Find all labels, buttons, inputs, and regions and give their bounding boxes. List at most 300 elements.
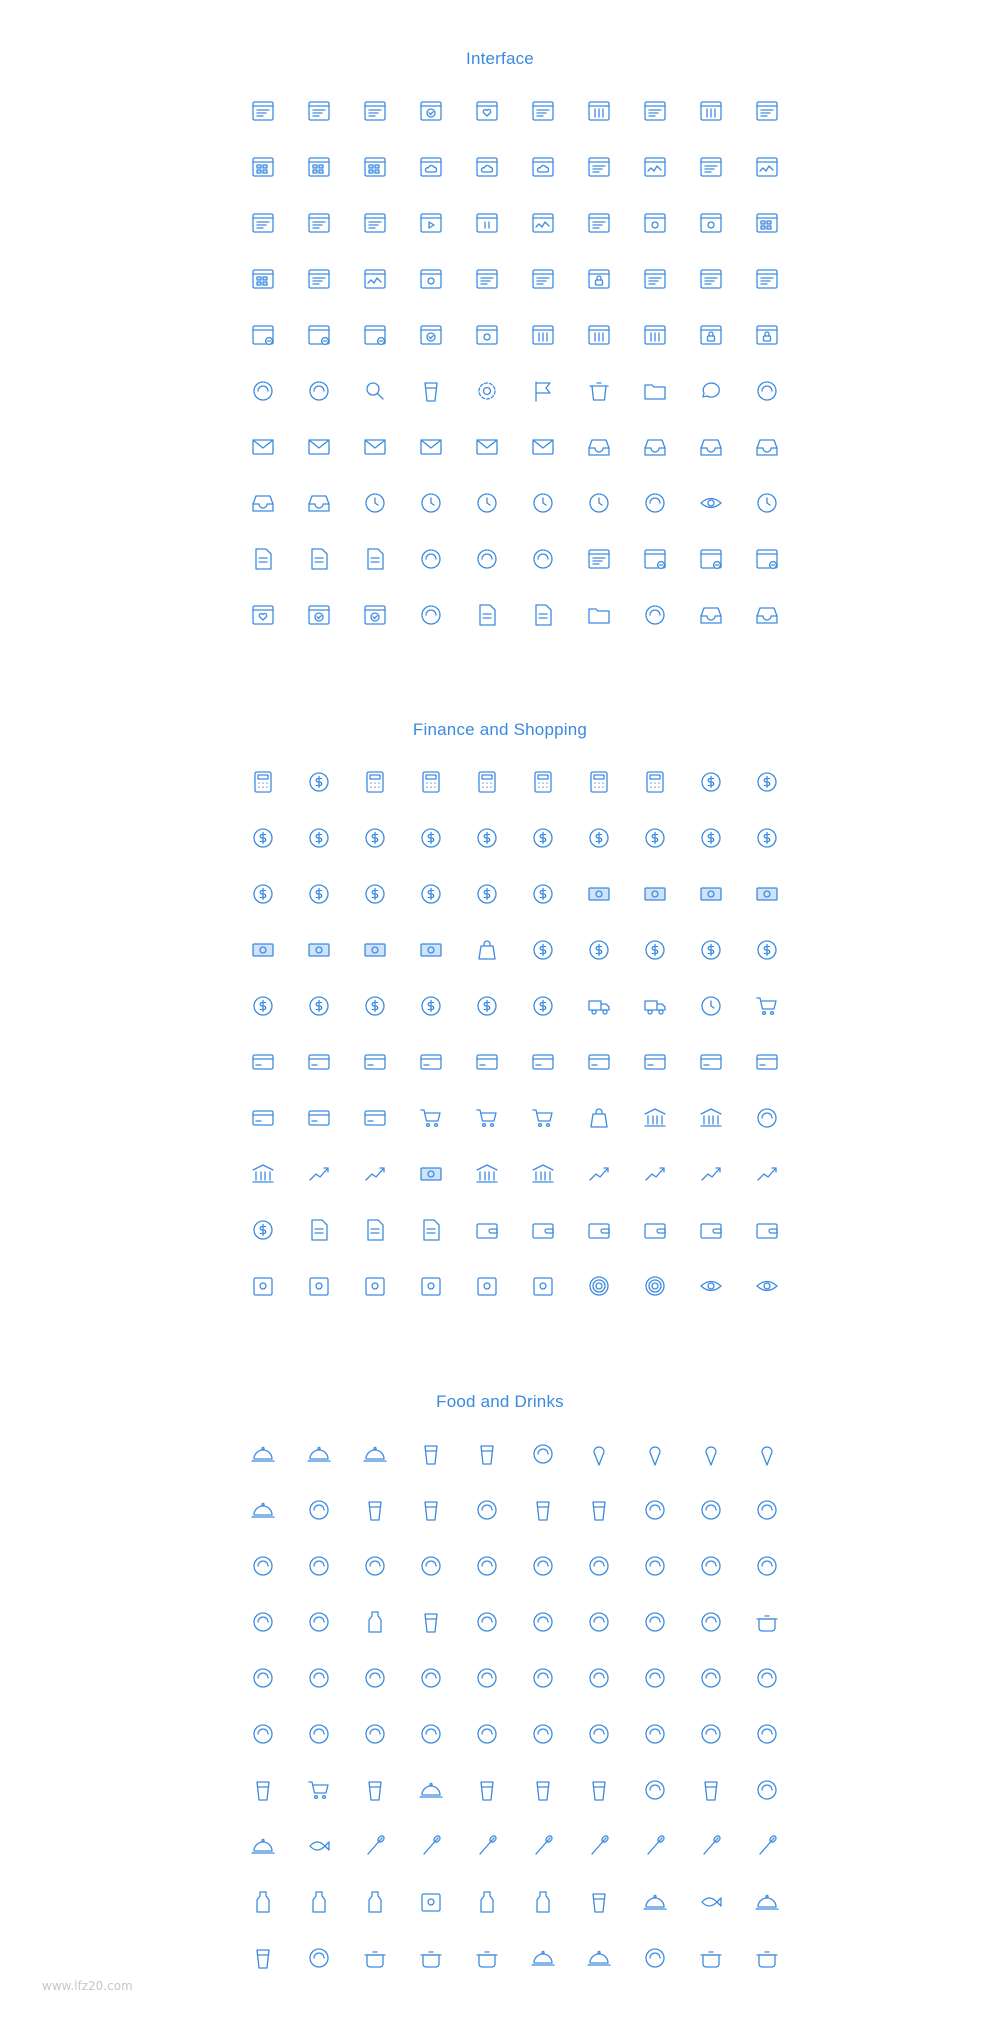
bottles-icon-graphic	[250, 1889, 276, 1915]
card-off-icon-graphic	[362, 1049, 388, 1075]
building-icon-graphic	[642, 1105, 668, 1131]
chocolate-bar-icon-graphic	[474, 1497, 500, 1523]
window-wave-icon	[347, 251, 403, 307]
window-rows-icon	[739, 83, 795, 139]
sausage-icon-graphic	[586, 1609, 612, 1635]
electric-kettle-icon-graphic	[754, 1945, 780, 1971]
inbox-stack-icon	[683, 419, 739, 475]
plate-icon-graphic	[586, 1945, 612, 1971]
cloche-steam-icon	[291, 1426, 347, 1482]
envelope-letter-icon	[403, 419, 459, 475]
bar-chart-low-icon-graphic	[586, 1161, 612, 1187]
window-cloud-download-icon	[515, 139, 571, 195]
truck-icon	[627, 978, 683, 1034]
inbox-tray-icon-graphic	[642, 434, 668, 460]
window-mixer-icon-graphic	[642, 322, 668, 348]
dots-grid-icon	[235, 363, 291, 419]
banknote-dots-icon-graphic	[250, 937, 276, 963]
beer-jug-icon-graphic	[306, 1945, 332, 1971]
cooking-pot-icon-graphic	[418, 1945, 444, 1971]
exchange-cycle-icon	[627, 922, 683, 978]
receipt-icon	[291, 1202, 347, 1258]
bank-icon-graphic	[250, 1161, 276, 1187]
goblet-icon	[459, 1762, 515, 1818]
wine-glass-icon	[347, 1482, 403, 1538]
banknote-stack-icon	[739, 866, 795, 922]
peach-icon-graphic	[418, 1665, 444, 1691]
copy-icon-graphic	[418, 602, 444, 628]
pot-icon	[739, 1594, 795, 1650]
exchange-cycle-icon-graphic	[642, 937, 668, 963]
tablet-icon-graphic	[418, 546, 444, 572]
envelope-vertical-icon	[515, 419, 571, 475]
truck-icon-graphic	[642, 993, 668, 1019]
bowl-icon-graphic	[418, 1777, 444, 1803]
window-image-icon	[515, 195, 571, 251]
sprinkles-icon	[515, 1706, 571, 1762]
postcard-icon-graphic	[362, 434, 388, 460]
wine-bottle-icon	[291, 1874, 347, 1930]
fork-icon	[347, 1818, 403, 1874]
teapot-icon	[347, 1930, 403, 1986]
pear-icon-graphic	[754, 1553, 780, 1579]
card-lock-alt-icon-graphic	[306, 1105, 332, 1131]
window-grid-dots-icon	[291, 139, 347, 195]
coin-dollar-dashed-icon	[235, 810, 291, 866]
resize-icon-graphic	[754, 378, 780, 404]
banknote-round-icon	[291, 922, 347, 978]
wallet-icon-graphic	[474, 1217, 500, 1243]
bean-icon-graphic	[530, 1609, 556, 1635]
inbox-layers-icon	[739, 419, 795, 475]
coin-bars-filled-icon	[627, 810, 683, 866]
beer-jug-icon	[291, 1930, 347, 1986]
icon-grid	[235, 83, 795, 643]
pizza-slice-icon	[627, 1482, 683, 1538]
watermark: www.lfz20.com	[42, 1979, 133, 1993]
coins-dollar-pile-icon-graphic	[754, 825, 780, 851]
window-list-icon	[347, 83, 403, 139]
window-doc-icon	[739, 251, 795, 307]
coffee-beans-icon	[235, 1706, 291, 1762]
calculator-keys-icon-graphic	[586, 769, 612, 795]
receipt-list-icon	[403, 1202, 459, 1258]
wine-bottle-glass-icon-graphic	[586, 1889, 612, 1915]
cart-box-icon	[459, 1090, 515, 1146]
pickle-icon-graphic	[418, 1721, 444, 1747]
chocolate-bar-icon	[459, 1482, 515, 1538]
building-alt-icon-graphic	[698, 1105, 724, 1131]
egg-split-icon	[515, 1650, 571, 1706]
window-cloud-upload-icon	[459, 139, 515, 195]
atm-icon	[459, 1258, 515, 1314]
report-stats-icon-graphic	[306, 1161, 332, 1187]
browser-close-icon	[683, 531, 739, 587]
coin-dollar-icon-graphic	[362, 825, 388, 851]
noodle-bowl-icon-graphic	[250, 1833, 276, 1859]
coin-dollar-dashed-icon-graphic	[250, 825, 276, 851]
abacus-icon-graphic	[250, 769, 276, 795]
exchange-dollar-euro-icon	[683, 922, 739, 978]
whisk-icon	[515, 1818, 571, 1874]
piggy-bank-alt-icon	[515, 1146, 571, 1202]
trash-icon	[571, 363, 627, 419]
search-icon	[347, 363, 403, 419]
pizza-dough-icon-graphic	[642, 1609, 668, 1635]
donut-icon	[683, 1650, 739, 1706]
window-dual-icon-graphic	[306, 266, 332, 292]
window-add-icon-graphic	[250, 322, 276, 348]
wallet-warning-icon	[627, 1202, 683, 1258]
cocktail-icon	[571, 1762, 627, 1818]
bread-icon-graphic	[698, 1721, 724, 1747]
phone-copy-icon	[459, 531, 515, 587]
card-pay-icon	[627, 1034, 683, 1090]
window-tiles-icon	[235, 251, 291, 307]
coin-euro-icon-graphic	[306, 881, 332, 907]
clock-time-icon-graphic	[418, 490, 444, 516]
juice-cup-icon	[403, 1594, 459, 1650]
window-dots-icon-graphic	[754, 210, 780, 236]
box-icon	[235, 1258, 291, 1314]
pot-icon-graphic	[754, 1609, 780, 1635]
cart-add-icon	[515, 1090, 571, 1146]
eggplant-icon	[739, 1706, 795, 1762]
exchange-dollar-icon-graphic	[586, 937, 612, 963]
croissant-icon-graphic	[642, 1721, 668, 1747]
juice-glass-icon-graphic	[530, 1777, 556, 1803]
dots-grid-icon-graphic	[250, 378, 276, 404]
banknote-yen-icon	[627, 866, 683, 922]
piggy-bank-alt-icon-graphic	[530, 1161, 556, 1187]
wine-bottle-icon-graphic	[306, 1889, 332, 1915]
money-bag-dollar-alt-icon-graphic	[530, 937, 556, 963]
window-check-icon	[403, 83, 459, 139]
phone-book-icon	[235, 531, 291, 587]
popsicle-stripes-icon	[627, 1426, 683, 1482]
truck-small-icon-graphic	[586, 993, 612, 1019]
coin-dollar-circle-icon-graphic	[250, 881, 276, 907]
calculator-icon	[403, 754, 459, 810]
window-pie-icon-graphic	[698, 154, 724, 180]
toast-icon-graphic	[698, 1609, 724, 1635]
eye-off-icon-graphic	[754, 1273, 780, 1299]
window-settings-badge-icon	[459, 307, 515, 363]
dollar-circle-icon-graphic	[418, 993, 444, 1019]
cart-icon	[403, 1090, 459, 1146]
melon-icon	[347, 1650, 403, 1706]
kettle-icon-graphic	[698, 1945, 724, 1971]
box-icon-graphic	[250, 1273, 276, 1299]
chef-knife-icon-graphic	[698, 1833, 724, 1859]
coin-dollar-ring-icon	[291, 810, 347, 866]
lemon-icon	[739, 1650, 795, 1706]
peanuts-icon	[291, 1706, 347, 1762]
plate-steam-icon	[739, 1874, 795, 1930]
browser-minus-icon	[739, 531, 795, 587]
melon-icon-graphic	[362, 1665, 388, 1691]
eye-off-icon	[739, 1258, 795, 1314]
flag-icon	[515, 363, 571, 419]
fingerprint-icon	[571, 1258, 627, 1314]
cookie-icon-graphic	[306, 1497, 332, 1523]
money-bag-icon	[459, 922, 515, 978]
exchange-euro-icon-graphic	[754, 937, 780, 963]
coin-down-icon	[235, 978, 291, 1034]
folder-open-icon	[627, 363, 683, 419]
donut-icon-graphic	[698, 1665, 724, 1691]
banknote-dots-icon	[235, 922, 291, 978]
envelope-letter-icon-graphic	[418, 434, 444, 460]
banknote-stack-icon-graphic	[754, 881, 780, 907]
section-title: Interface	[466, 49, 534, 68]
window-lock-icon	[683, 307, 739, 363]
coffee-beans-icon-graphic	[250, 1721, 276, 1747]
inbox-tray-icon	[627, 419, 683, 475]
glasses-icon-graphic	[418, 378, 444, 404]
window-checklist-icon	[291, 587, 347, 643]
card-pay-icon-graphic	[642, 1049, 668, 1075]
apple-alt-icon	[459, 1650, 515, 1706]
truck-small-icon	[571, 978, 627, 1034]
phone-book-icon-graphic	[250, 546, 276, 572]
card-visa-icon-graphic	[418, 1049, 444, 1075]
folder-open-icon-graphic	[642, 378, 668, 404]
window-grid-icon-graphic	[250, 154, 276, 180]
beer-mug-icon	[403, 1482, 459, 1538]
watermelon-icon	[571, 1538, 627, 1594]
coins-fly-icon	[683, 810, 739, 866]
window-columns-icon-graphic	[586, 98, 612, 124]
pint-glass-icon-graphic	[698, 1777, 724, 1803]
goblet-icon-graphic	[474, 1777, 500, 1803]
kiwi-icon-graphic	[586, 1665, 612, 1691]
exchange-dollar-euro-icon-graphic	[698, 937, 724, 963]
coin-dollar-bold-icon	[403, 810, 459, 866]
cart-icon-graphic	[418, 1105, 444, 1131]
receipt-icon-graphic	[306, 1217, 332, 1243]
calculator-grid-icon	[347, 754, 403, 810]
atm-alt-icon-graphic	[530, 1273, 556, 1299]
play-circle-icon	[627, 475, 683, 531]
coin-pound-icon-graphic	[418, 881, 444, 907]
salt-shaker-icon	[515, 1874, 571, 1930]
folder-icon	[571, 587, 627, 643]
jar-box-icon	[403, 1874, 459, 1930]
soda-straw-icon	[627, 1762, 683, 1818]
notebook-icon-graphic	[362, 546, 388, 572]
tray-download-icon-graphic	[250, 490, 276, 516]
envelope-icon-graphic	[250, 434, 276, 460]
folder-icon-graphic	[586, 602, 612, 628]
exchange-dollar-icon	[571, 922, 627, 978]
juice-cup-icon-graphic	[418, 1609, 444, 1635]
pizza-dough-icon	[627, 1594, 683, 1650]
card-front-icon	[291, 1034, 347, 1090]
shopping-bag-icon-graphic	[586, 1105, 612, 1131]
coin-bars-filled-icon-graphic	[642, 825, 668, 851]
cake-slice-icon	[571, 1706, 627, 1762]
window-pause-icon-graphic	[474, 210, 500, 236]
window-chart-icon-graphic	[754, 154, 780, 180]
receipt-list-icon-graphic	[418, 1217, 444, 1243]
avocado-icon-graphic	[698, 1497, 724, 1523]
window-refresh-icon	[571, 139, 627, 195]
cherries-icon	[403, 1538, 459, 1594]
peach-icon	[403, 1650, 459, 1706]
cake-slice-icon-graphic	[586, 1721, 612, 1747]
window-lock-alt-icon	[739, 307, 795, 363]
window-pie-icon	[683, 139, 739, 195]
coffee-cup-icon	[235, 1930, 291, 1986]
window-checkbox-icon-graphic	[362, 602, 388, 628]
fish-icon-graphic	[306, 1833, 332, 1859]
coin-yen-icon	[347, 866, 403, 922]
fridge-icon-graphic	[754, 1777, 780, 1803]
salt-shaker-icon-graphic	[530, 1889, 556, 1915]
milk-carton-icon	[291, 1762, 347, 1818]
tray-download-icon	[235, 475, 291, 531]
card-remove-icon-graphic	[754, 1049, 780, 1075]
book-open-icon-graphic	[306, 546, 332, 572]
window-grid-small-icon-graphic	[362, 154, 388, 180]
fish-steam-icon-graphic	[698, 1889, 724, 1915]
card-mastercard-icon	[515, 1034, 571, 1090]
window-bars-icon-graphic	[698, 98, 724, 124]
window-focus-icon-graphic	[698, 266, 724, 292]
chopsticks-icon-graphic	[642, 1833, 668, 1859]
chat-icon-graphic	[698, 378, 724, 404]
envelope-open-icon	[291, 419, 347, 475]
banknote-round-icon-graphic	[306, 937, 332, 963]
window-approve-icon	[403, 307, 459, 363]
tray-upload-icon	[291, 475, 347, 531]
window-grid-small-icon	[347, 139, 403, 195]
banknote-pound-icon	[683, 866, 739, 922]
wallet-close-icon-graphic	[754, 1217, 780, 1243]
milk-carton-icon-graphic	[306, 1777, 332, 1803]
cooking-pot-lid-icon	[459, 1930, 515, 1986]
coffee-cup-icon-graphic	[250, 1945, 276, 1971]
dish-steam-icon	[347, 1426, 403, 1482]
watermelon-icon-graphic	[586, 1553, 612, 1579]
window-image-icon-graphic	[530, 210, 556, 236]
banknote-yen-icon-graphic	[642, 881, 668, 907]
coin-bars-icon	[571, 810, 627, 866]
shopping-bag-icon	[571, 1090, 627, 1146]
water-drop-icon-graphic	[362, 1553, 388, 1579]
calculator-cross-icon-graphic	[530, 769, 556, 795]
clock-icon-graphic	[474, 490, 500, 516]
oil-bottle-icon	[459, 1874, 515, 1930]
inbox-icon	[571, 419, 627, 475]
bar-chart-high-icon-graphic	[642, 1161, 668, 1187]
truck-cart-icon	[739, 978, 795, 1034]
window-chart-icon	[739, 139, 795, 195]
chef-hat-icon-graphic	[642, 1945, 668, 1971]
card-icon-graphic	[250, 1049, 276, 1075]
milk-bottles-icon	[347, 1874, 403, 1930]
cleaver-icon-graphic	[754, 1833, 780, 1859]
calculator-cross-icon	[515, 754, 571, 810]
window-settings-icon	[627, 195, 683, 251]
window-cloud-download-icon-graphic	[530, 154, 556, 180]
truck-clock-icon	[683, 978, 739, 1034]
lifebuoy-icon	[739, 1090, 795, 1146]
window-remove-icon	[291, 307, 347, 363]
sprinkles-icon-graphic	[530, 1721, 556, 1747]
coin-pound-icon	[403, 866, 459, 922]
box-open-icon-graphic	[306, 1273, 332, 1299]
window-close-icon-graphic	[362, 322, 388, 348]
window-icon-graphic	[250, 98, 276, 124]
plate-icon	[571, 1930, 627, 1986]
cloche-steam-icon-graphic	[306, 1441, 332, 1467]
coin-dollar-bold-icon-graphic	[418, 825, 444, 851]
window-pause-icon	[459, 195, 515, 251]
coin-ring-icon-graphic	[306, 769, 332, 795]
dollar-sign-icon	[347, 978, 403, 1034]
tray-upload-icon-graphic	[306, 490, 332, 516]
egg-split-icon-graphic	[530, 1665, 556, 1691]
wallet-icon	[459, 1202, 515, 1258]
pickle-icon	[403, 1706, 459, 1762]
money-bag-bitcoin-icon-graphic	[754, 769, 780, 795]
banknote-euro-icon	[571, 866, 627, 922]
cart-add-icon-graphic	[530, 1105, 556, 1131]
banana-icon-graphic	[642, 1553, 668, 1579]
banknote-dollar-icon-graphic	[530, 881, 556, 907]
coins-fly-icon-graphic	[698, 825, 724, 851]
dollar-circle-icon	[403, 978, 459, 1034]
money-bag-icon-graphic	[474, 937, 500, 963]
water-drop-icon	[347, 1538, 403, 1594]
window-expand-icon	[571, 195, 627, 251]
window-card-icon-graphic	[306, 98, 332, 124]
whisk-icon-graphic	[530, 1833, 556, 1859]
window-heartbeat-icon-graphic	[250, 602, 276, 628]
window-cloud-icon	[403, 139, 459, 195]
window-cloud-icon-graphic	[418, 154, 444, 180]
dish-hot-icon	[627, 1874, 683, 1930]
window-play-icon	[403, 195, 459, 251]
window-equalizer-icon	[571, 307, 627, 363]
kettle-icon	[683, 1930, 739, 1986]
acorn-icon	[347, 1706, 403, 1762]
avocado-alt-icon	[459, 1706, 515, 1762]
coin-dollar-icon	[347, 810, 403, 866]
juice-glass-icon	[515, 1762, 571, 1818]
fish-icon	[291, 1818, 347, 1874]
banknote-dollar-icon	[515, 866, 571, 922]
money-stack-icon	[403, 1146, 459, 1202]
wallet-add-icon	[571, 1202, 627, 1258]
strawberry-icon-graphic	[474, 1609, 500, 1635]
alarm-icon-graphic	[754, 490, 780, 516]
window-user-icon	[683, 195, 739, 251]
card-refresh-icon-graphic	[362, 1105, 388, 1131]
teapot-icon-graphic	[362, 1945, 388, 1971]
window-columns-icon	[571, 83, 627, 139]
window-close-icon	[347, 307, 403, 363]
bitcoin-circle-icon	[459, 978, 515, 1034]
money-bag-dollar-alt-icon	[515, 922, 571, 978]
spatula-icon	[571, 1818, 627, 1874]
bank-icon	[235, 1146, 291, 1202]
orange-icon-graphic	[250, 1665, 276, 1691]
grapes-icon	[515, 1538, 571, 1594]
card-lock-alt-icon	[291, 1090, 347, 1146]
